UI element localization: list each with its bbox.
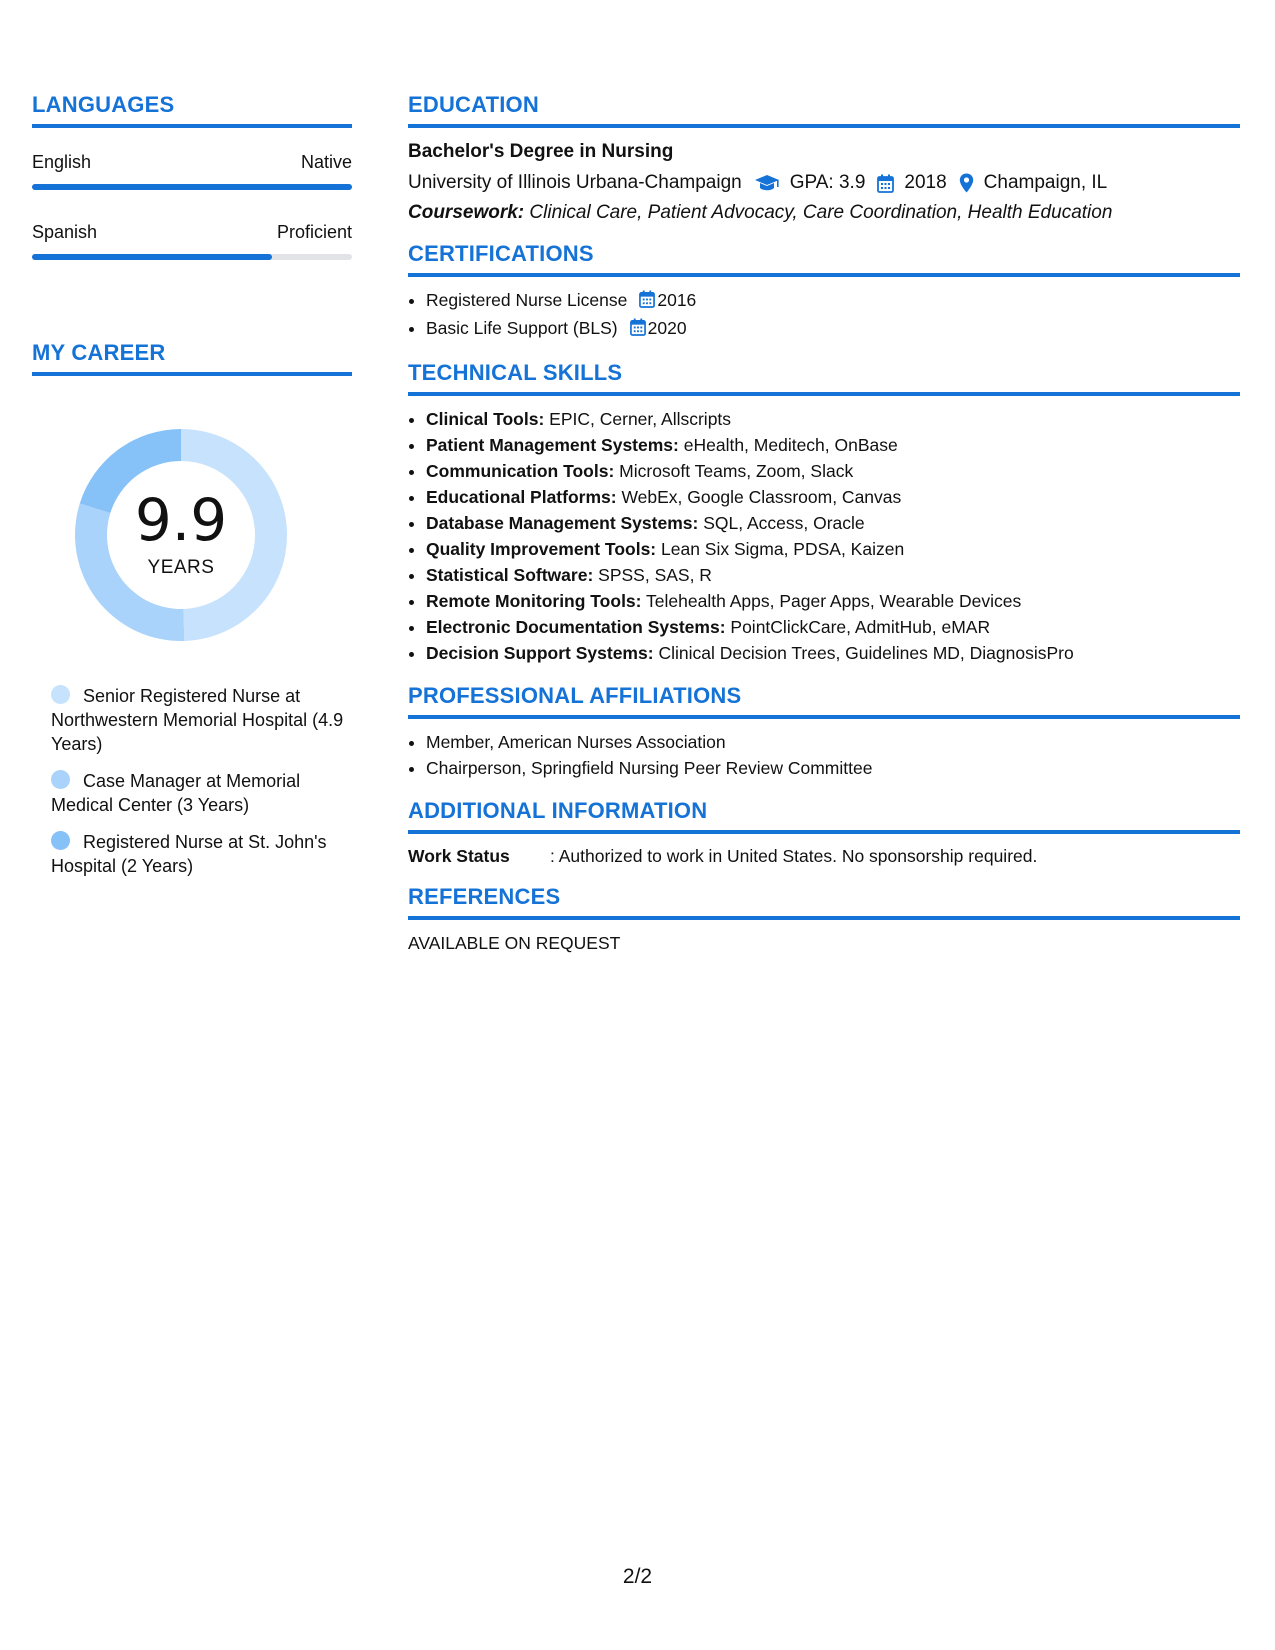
language-item (32, 222, 352, 260)
career-role-text: Case Manager at Memorial Medical Center (3 Years) (51, 771, 301, 815)
skills-list (408, 406, 1240, 666)
page-number: 2/2 (622, 1565, 653, 1588)
location-pin-icon (959, 173, 974, 193)
career-section (32, 340, 352, 878)
skill-label: Remote Monitoring Tools: (426, 591, 642, 611)
skill-label: Database Management Systems: (426, 513, 699, 533)
career-years-unit: YEARS (147, 557, 215, 578)
references-section (408, 884, 1240, 954)
language-bar (32, 254, 352, 260)
work-status-label: Work Status (408, 846, 510, 866)
additional-info-title: ADDITIONAL INFORMATION (408, 798, 1240, 834)
certification-name: Basic Life Support (BLS) (426, 318, 618, 338)
career-legend (51, 684, 351, 878)
right-column (408, 92, 1240, 971)
list-item (426, 536, 1240, 562)
skill-value: WebEx, Google Classroom, Canvas (621, 487, 902, 507)
skill-label: Quality Improvement Tools: (426, 539, 657, 559)
list-item (426, 432, 1240, 458)
skills-title: TECHNICAL SKILLS (408, 360, 1240, 396)
skill-value: EPIC, Cerner, Allscripts (549, 409, 732, 429)
certification-year: 2020 (647, 318, 687, 338)
work-status-row (408, 846, 1240, 867)
certification-name: Registered Nurse License (426, 290, 628, 310)
language-bar (32, 184, 352, 190)
list-item (426, 315, 1240, 343)
left-column (32, 92, 352, 891)
skill-value: SPSS, SAS, R (598, 565, 712, 585)
skill-value: Clinical Decision Trees, Guidelines MD, DiagnosisPro (658, 643, 1074, 663)
skill-label: Statistical Software: (426, 565, 594, 585)
calendar-icon (877, 174, 894, 193)
skill-label: Communication Tools: (426, 461, 615, 481)
career-legend-item (51, 830, 351, 878)
language-level: Proficient (276, 222, 352, 242)
education-title: EDUCATION (408, 92, 1240, 128)
language-name: Spanish (32, 222, 98, 242)
affiliations-section (408, 683, 1240, 781)
legend-dot (51, 685, 70, 704)
school-location: Champaign, IL (983, 172, 1108, 193)
coursework (408, 202, 1240, 224)
gpa-value: GPA: 3.9 (789, 172, 866, 193)
graduation-cap-icon (754, 174, 780, 192)
language-bar-fill (32, 254, 272, 260)
list-item (426, 562, 1240, 588)
calendar-icon (630, 317, 646, 343)
education-details (408, 172, 1240, 194)
coursework-list: Clinical Care, Patient Advocacy, Care Coordination, Health Education (529, 202, 1113, 223)
skill-label: Educational Platforms: (426, 487, 617, 507)
additional-info-section (408, 798, 1240, 867)
certification-year: 2016 (657, 290, 697, 310)
list-item: • Member, American Nurses Association (426, 729, 1240, 755)
career-role-text: Senior Registered Nurse at Northwestern Memorial Hospital (4.9 Years) (51, 686, 344, 754)
references-text: AVAILABLE ON REQUEST (408, 933, 621, 953)
list-item (426, 484, 1240, 510)
list-item (426, 510, 1240, 536)
skill-value: Microsoft Teams, Zoom, Slack (619, 461, 854, 481)
career-donut-chart (66, 420, 296, 650)
list-item (426, 588, 1240, 614)
skill-value: eHealth, Meditech, OnBase (683, 435, 898, 455)
calendar-icon (639, 289, 655, 315)
list-item (426, 614, 1240, 640)
references-title: REFERENCES (408, 884, 1240, 920)
legend-dot (51, 770, 70, 789)
language-bar-fill (32, 184, 352, 190)
career-legend-item (51, 684, 351, 756)
affiliations-title: PROFESSIONAL AFFILIATIONS (408, 683, 1240, 719)
skill-label: Decision Support Systems: (426, 643, 654, 663)
skills-section (408, 360, 1240, 666)
school-name: University of Illinois Urbana-Champaign (408, 172, 742, 193)
skill-label: Patient Management Systems: (426, 435, 679, 455)
language-item (32, 152, 352, 190)
career-title: MY CAREER (32, 340, 352, 376)
skill-label: Electronic Documentation Systems: (426, 617, 726, 637)
career-total-years: 9.9 (134, 486, 228, 554)
degree-name: Bachelor's Degree in Nursing (408, 141, 674, 162)
certifications-list (408, 287, 1240, 343)
skill-value: SQL, Access, Oracle (703, 513, 865, 533)
certifications-title: CERTIFICATIONS (408, 241, 1240, 277)
coursework-label: Coursework: (408, 202, 525, 223)
education-section (408, 92, 1240, 224)
languages-title: LANGUAGES (32, 92, 352, 128)
list-item (426, 640, 1240, 666)
certifications-section (408, 241, 1240, 343)
skill-value: Lean Six Sigma, PDSA, Kaizen (661, 539, 905, 559)
list-item: • Chairperson, Springfield Nursing Peer Review Committee (426, 755, 1240, 781)
affiliations-list (408, 729, 1240, 781)
graduation-year: 2018 (904, 172, 947, 193)
list-item (426, 406, 1240, 432)
skill-label: Clinical Tools: (426, 409, 545, 429)
list-item (426, 458, 1240, 484)
work-status-value: : Authorized to work in United States. No sponsorship required. (550, 846, 1038, 866)
career-legend-item (51, 769, 351, 817)
languages-section (32, 92, 352, 260)
list-item (426, 287, 1240, 315)
career-role-text: Registered Nurse at St. John's Hospital (2 Years) (51, 832, 327, 876)
legend-dot (51, 831, 70, 850)
language-level: Native (300, 152, 352, 172)
skill-value: Telehealth Apps, Pager Apps, Wearable Devices (646, 591, 1022, 611)
skill-value: PointClickCare, AdmitHub, eMAR (730, 617, 991, 637)
language-name: English (32, 152, 92, 172)
